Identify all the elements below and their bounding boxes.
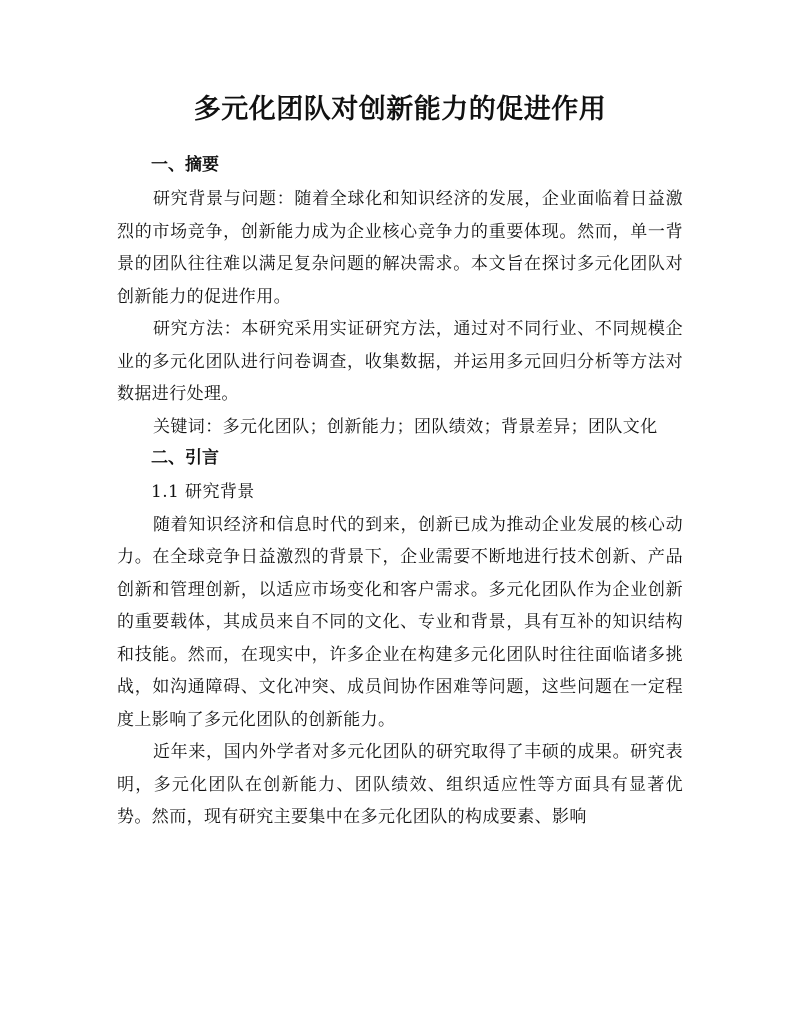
abstract-method-paragraph: 研究方法：本研究采用实证研究方法，通过对不同行业、不同规模企业的多元化团队进行问卷调查，收集数据，并运用多元回归分析等方法对数据进行处理。	[117, 319, 683, 404]
subsection-heading-background: 1.1 研究背景	[151, 482, 255, 502]
document-title: 多元化团队对创新能力的促进作用	[193, 94, 607, 125]
document-page	[117, 88, 683, 834]
section-heading-introduction: 二、引言	[151, 448, 219, 468]
background-paragraph-2: 近年来，国内外学者对多元化团队的研究取得了丰硕的成果。研究表明，多元化团队在创新能力、团队绩效、组织适应性等方面具有显著优势。然而，现有研究主要集中在多元化团队的构成要素、影响	[117, 742, 683, 827]
background-paragraph-1: 随着知识经济和信息时代的到来，创新已成为推动企业发展的核心动力。在全球竞争日益激烈的背景下，企业需要不断地进行技术创新、产品创新和管理创新，以适应市场变化和客户需求。多元化团队作为企业创新的重要载体，其成员来自不同的文化、专业和背景，具有互补的知识结构和技能。然而，在现实中，许多企业在构建多元化团队时往往面临诸多挑战，如沟通障碍、文化冲突、成员间协作困难等问题，这些问题在一定程度上影响了多元化团队的创新能力。	[117, 514, 683, 730]
section-heading-abstract: 一、摘要	[151, 155, 219, 175]
abstract-background-paragraph: 研究背景与问题：随着全球化和知识经济的发展，企业面临着日益激烈的市场竞争，创新能力成为企业核心竞争力的重要体现。然而，单一背景的团队往往难以满足复杂问题的解决需求。本文旨在探讨多元化团队对创新能力的促进作用。	[117, 189, 683, 307]
keywords-paragraph: 关键词：多元化团队；创新能力；团队绩效；背景差异；团队文化	[153, 416, 658, 437]
